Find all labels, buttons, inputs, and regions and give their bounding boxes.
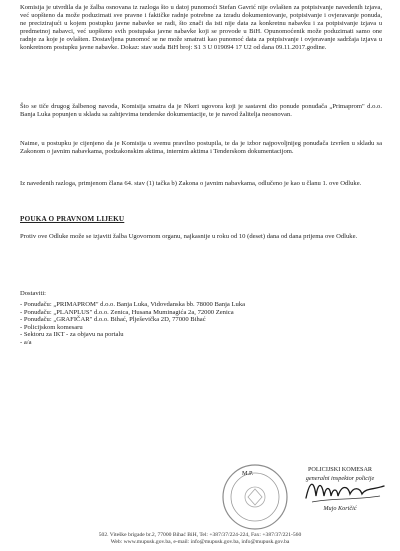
sig-title1: POLICIJSKI KOMESAR (307, 466, 373, 473)
recipient-item: - Policijskom komesaru (20, 323, 83, 331)
sig-name: Mujo Koričić (323, 505, 357, 512)
recipients-list (20, 301, 245, 347)
footer-contact: Web: www.mupusk.gov.ba, e-mail: info@mupusk.gov.ba, info@mupusk.gov.ba (110, 539, 290, 545)
sig-title2: generalni inspektor policije (305, 475, 375, 482)
footer-address: 502. Viteške brigade br.2, 77000 Bihać BiH, Tel: +387/37/224-224, Fax: +387/37/221-560 (98, 532, 302, 538)
recipient-item: - Ponuđaču: „PRIMAPROM" d.o.o. Banja Luka, Vidovdanska bb. 78000 Banja Luka (20, 301, 246, 308)
recipient-item: - Sektoru za IKT - za objavu na portalu (20, 331, 124, 339)
pouka-heading: POUKA O PRAVNOM LIJEKU (20, 215, 125, 223)
dostaviti-label: Dostaviti: (20, 290, 47, 297)
recipient-item: - a/a (20, 338, 32, 346)
paragraph-3: Naime, u postupku je cijenjeno da je Komisija u svemu pravilno postupila, te da je izbor najpovoljnijeg ponuđača izvršen u skladu sa Zakonom o javnim nabavkama, podzakonskim aktima, internim aktima i Tenderskom dokumentacijom. (20, 140, 382, 156)
sig-mp: M.P. (242, 470, 254, 477)
paragraph-1: Komisija je utvrdila da je žalba osnovana iz razloga što u datoj punomoći Stefan Gavrić nije ovlašten za potpisivanje navedenih izjava, već uopšteno da može poduzimati sve pravne i faktičke radnje potrebne za izradu dokumentovanje, potpisivanje i ovjeravanje ponuda, ne precizirajući u kojem postupku javne nabavke se radi, što znači da isti nije data za konkretnu nabavku i za potpisivanje izjava u predmetnoj nabavci, već uopšteno svih postupaka javne nabavke koji se provode u BiH. Opunomoćenik može poduzimati samo one radnje za koje je ovlašten. Dostavljena punomoć se ne može smatrati kao punomoć data za potpisivanje i ovjeravanje sadržaja izjava u konkretnom postupku javne nabavke. Dokaz: stav suda BiH broj: S1 3 U 019094 17 U2 od dana 09.11.2017.godine. (20, 4, 382, 52)
recipient-item: - Ponuđaču: „PLANPLUS" d.o.o. Zenica, Husana Muminagića 2a, 72000 Zenica (20, 308, 234, 316)
footer (0, 532, 400, 546)
paragraph-2: Što se tiče drugog žalbenog navoda, Komisija smatra da je Nkeri ugovora koji je sastavni dio ponude ponuđača „Primaprom" d.o.o. Banja Luka popunjen u skladu sa zahtjevima tenderske dokumentacije, te je navod žalitelja neosnovan. (20, 103, 382, 119)
official-stamp (220, 462, 290, 532)
recipient-item: - Ponuđaču: „GRAFIČAR" d.o.o. Bihać, Plješevička 2D, 77000 Bihać (20, 316, 206, 324)
paragraph-4: Iz navedenih razloga, primjenom člana 64. stav (1) tačka b) Zakona o javnim nabavkama, odlučeno je kao u članu 1. ove Odluke. (20, 180, 362, 187)
handwritten-signature (300, 472, 390, 508)
pouka-text: Protiv ove Odluke može se izjaviti žalba Ugovornom organu, najkasnije u roku od 10 (deset) dana od dana prijema ove Odluke. (20, 233, 358, 240)
